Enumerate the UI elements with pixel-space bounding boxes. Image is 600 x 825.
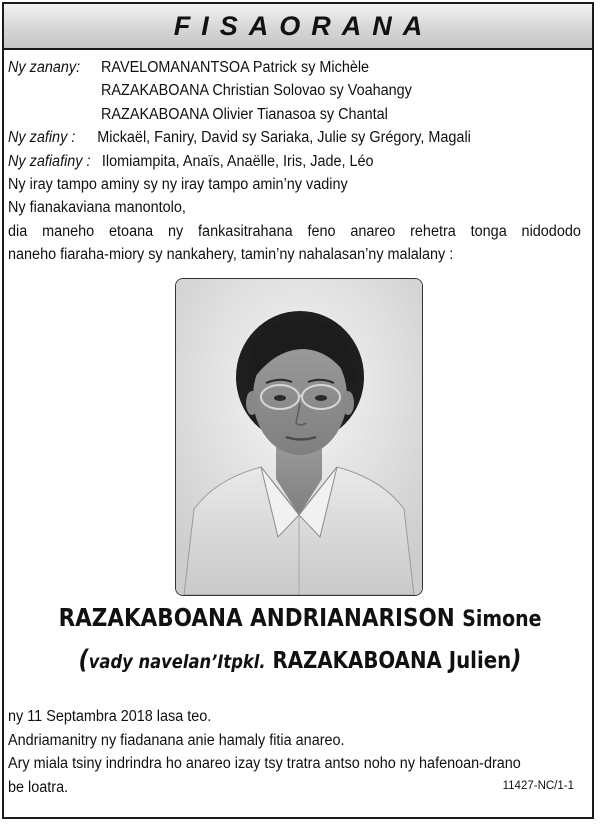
child-2: RAZAKABOANA Christian Solovao sy Voahangy (101, 82, 412, 100)
portrait-photo (175, 278, 423, 596)
notice-header (4, 4, 592, 50)
paren-close: ) (511, 645, 522, 675)
notice-title: FISAORANA (173, 10, 434, 41)
family-section (8, 56, 581, 267)
paren-open: ( (78, 645, 89, 675)
closing-line-4: be loatra. (8, 778, 69, 796)
deceased-name (42, 603, 558, 632)
grandchildren-label: Ny zafiny : (8, 129, 76, 147)
closing-line-1: ny 11 Septambra 2018 lasa teo. (8, 708, 212, 725)
deceased-first-name: Simone (462, 607, 542, 632)
intro-line-1: Ny iray tampo aminy sy ny iray tampo amin’ny vadiny (8, 176, 348, 194)
children-label: Ny zanany: (8, 59, 81, 76)
closing-line-3: Ary miala tsiny indrindra ho anareo izay tsy tratra antso noho ny hafenoan-drano (8, 755, 521, 773)
spouse-line (42, 645, 558, 675)
portrait-illustration (176, 279, 422, 595)
intro-line-3: dia maneho etoana ny fankasitrahana feno anareo rehetra tonga nidododo (8, 222, 581, 240)
intro-line-2: Ny fianakaviana manontolo, (8, 199, 186, 217)
grandchildren-names: Mickaël, Faniry, David sy Sariaka, Julie sy Grégory, Magali (97, 129, 471, 147)
reference-code: 11427-NC/1-1 (502, 780, 574, 792)
child-1: RAVELOMANANTSOA Patrick sy Michèle (101, 59, 370, 76)
great-grandchildren-label: Ny zafiafiny : (8, 152, 91, 170)
spouse-name: RAZAKABOANA Julien (272, 648, 512, 674)
spouse-prefix: vady navelan’Itpkl. (88, 651, 266, 673)
children-row (8, 56, 542, 79)
intro-line-4: naneho fiaraha-miory sy nankahery, tamin’ny nahalasan’ny malalany : (8, 246, 454, 264)
great-grandchildren-names: Ilomiampita, Anaïs, Anaëlle, Iris, Jade, Léo (101, 152, 374, 170)
great-grandchildren-row (8, 150, 542, 173)
closing-section (8, 705, 557, 799)
grandchildren-row (8, 126, 542, 149)
child-3: RAZAKABOANA Olivier Tianasoa sy Chantal (101, 105, 388, 123)
deceased-surname: RAZAKABOANA ANDRIANARISON (58, 603, 455, 632)
closing-line-2: Andriamanitry ny fiadanana anie hamaly fitia anareo. (8, 731, 345, 749)
